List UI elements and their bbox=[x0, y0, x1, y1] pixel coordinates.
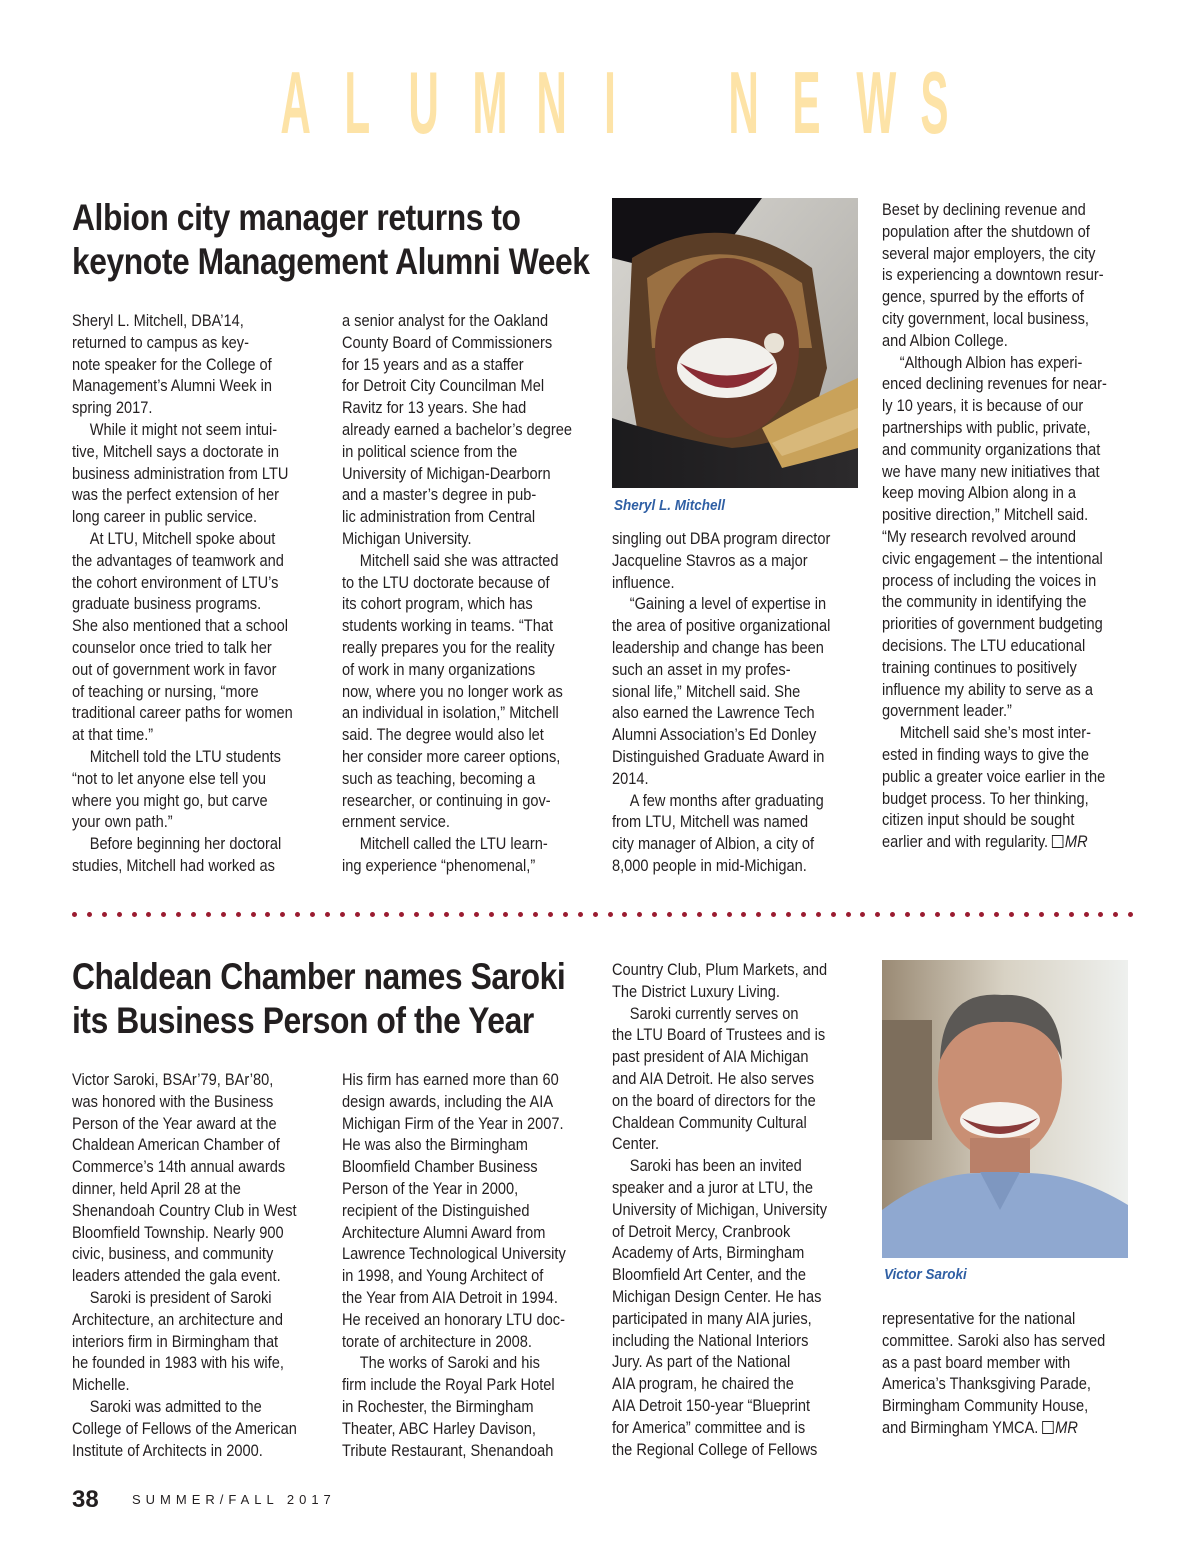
text-line: government leader.” bbox=[882, 702, 1012, 721]
divider-dot bbox=[1098, 912, 1103, 917]
text-line: leadership and change has been bbox=[612, 638, 824, 657]
divider-dot bbox=[206, 912, 211, 917]
text-line: Bloomfield Chamber Business bbox=[342, 1158, 538, 1177]
text-line: influence my ability to serve as a bbox=[882, 680, 1094, 699]
text-line: of Detroit Mercy, Cranbrook bbox=[612, 1222, 791, 1241]
text-line: ly 10 years, it is because of our bbox=[882, 397, 1084, 416]
text-line: your own path.” bbox=[72, 813, 173, 832]
text-line: Institute of Architects in 2000. bbox=[72, 1441, 263, 1460]
masthead-letter: N bbox=[536, 53, 567, 152]
divider-dot bbox=[72, 912, 77, 917]
divider-dot bbox=[578, 912, 583, 917]
divider-dot bbox=[265, 912, 270, 917]
masthead bbox=[270, 53, 950, 152]
masthead-letter: U bbox=[408, 53, 439, 152]
text-line: singling out DBA program director bbox=[612, 530, 831, 548]
text-line: Mitchell told the LTU students bbox=[89, 747, 281, 766]
divider-dot bbox=[384, 912, 389, 917]
text-line: in 1998, and Young Architect of bbox=[342, 1267, 544, 1286]
text-line: Michigan Firm of the Year in 2007. bbox=[342, 1114, 564, 1133]
text-line: Alumni Association’s Ed Donley bbox=[612, 726, 817, 745]
masthead-letter: S bbox=[920, 53, 949, 152]
text-line: “My research revolved around bbox=[882, 527, 1076, 546]
article2-last-line: and Birmingham YMCA. MR bbox=[882, 1418, 1078, 1437]
divider-dot bbox=[875, 912, 880, 917]
divider-dot bbox=[117, 912, 122, 917]
text-line: he founded in 1983 with his wife, bbox=[72, 1354, 284, 1373]
divider-dot bbox=[221, 912, 226, 917]
divider-dot bbox=[741, 912, 746, 917]
text-line: partnerships with public, private, bbox=[882, 418, 1091, 437]
divider-dot bbox=[771, 912, 776, 917]
text-line: Distinguished Graduate Award in bbox=[612, 747, 825, 766]
divider-dot bbox=[518, 912, 523, 917]
text-line: also earned the Lawrence Tech bbox=[612, 704, 815, 723]
text-line: an individual in isolation,” Mitchell bbox=[342, 704, 559, 723]
text-line: several major employers, the city bbox=[882, 244, 1096, 263]
text-line: His firm has earned more than 60 bbox=[342, 1071, 559, 1089]
divider-dot bbox=[176, 912, 181, 917]
text-line: firm include the Royal Park Hotel bbox=[342, 1376, 555, 1395]
text-line: Victor Saroki, BSAr’79, BAr’80, bbox=[72, 1071, 274, 1089]
divider-dot bbox=[979, 912, 984, 917]
text-line: Country Club, Plum Markets, and bbox=[612, 961, 828, 979]
sheryl-mitchell-photo bbox=[612, 198, 858, 488]
text-line: She also mentioned that a school bbox=[72, 617, 288, 636]
divider-dot bbox=[1039, 912, 1044, 917]
text-line: Person of the Year award at the bbox=[72, 1114, 277, 1133]
text-line: At LTU, Mitchell spoke about bbox=[89, 529, 276, 548]
text-line: long career in public service. bbox=[72, 508, 258, 527]
text-line: lic administration from Central bbox=[342, 508, 536, 527]
text-line: Architecture, an architecture and bbox=[72, 1310, 284, 1329]
text-line: its cohort program, which has bbox=[342, 595, 533, 614]
text-line: process of including the voices in bbox=[882, 571, 1097, 590]
text-line: participated in many AIA juries, bbox=[612, 1309, 812, 1328]
divider-dot bbox=[697, 912, 702, 917]
text-line: studies, Mitchell had worked as bbox=[72, 856, 275, 875]
text-line: 8,000 people in mid-Michigan. bbox=[612, 856, 807, 875]
text-line: note speaker for the College of bbox=[72, 355, 272, 374]
text-line: torate of architecture in 2008. bbox=[342, 1332, 532, 1351]
text-line: tive, Mitchell says a doctorate in bbox=[72, 442, 279, 461]
text-line: training continues to positively bbox=[882, 658, 1077, 677]
text-line: students working in teams. “That bbox=[342, 617, 554, 636]
text-line: 2014. bbox=[612, 769, 649, 788]
text-line: “not to let anyone else tell you bbox=[72, 769, 267, 788]
divider-dot bbox=[593, 912, 598, 917]
text-line: was honored with the Business bbox=[72, 1092, 274, 1111]
author-signoff: MR bbox=[1064, 833, 1088, 852]
article2-headline: Chaldean Chamber names Saroki its Business Person of the Year bbox=[72, 956, 566, 1041]
text-line: spring 2017. bbox=[72, 399, 153, 418]
victor-saroki-caption: Victor Saroki bbox=[884, 1266, 967, 1283]
text-line: and a master’s degree in pub- bbox=[342, 486, 537, 505]
divider-dot bbox=[161, 912, 166, 917]
article2-column-4 bbox=[882, 1309, 1105, 1440]
divider-dot bbox=[786, 912, 791, 917]
text-line: such an asset in my profes- bbox=[612, 660, 791, 679]
text-line: While it might not seem intui- bbox=[89, 420, 278, 439]
end-mark-icon bbox=[1042, 1421, 1054, 1434]
divider-dot bbox=[548, 912, 553, 917]
divider-dot bbox=[132, 912, 137, 917]
text-line: Sheryl L. Mitchell, DBA’14, bbox=[72, 312, 244, 330]
text-line: ested in finding ways to give the bbox=[882, 745, 1090, 764]
text-line: AIA program, he chaired the bbox=[612, 1375, 794, 1394]
text-line: the area of positive organizational bbox=[612, 617, 831, 636]
divider-dot bbox=[727, 912, 732, 917]
text-line: gence, spurred by the efforts of bbox=[882, 288, 1084, 307]
article1-headline: Albion city manager returns to keynote Management Alumni Week bbox=[72, 197, 590, 282]
divider-dot bbox=[801, 912, 806, 917]
text-line: already earned a bachelor’s degree bbox=[342, 420, 573, 439]
text-line: counselor once tried to talk her bbox=[72, 638, 272, 657]
text-line: really prepares you for the reality bbox=[342, 638, 555, 657]
text-line: budget process. To her thinking, bbox=[882, 789, 1089, 808]
divider-dot bbox=[87, 912, 92, 917]
article2-column-2 bbox=[342, 1070, 566, 1462]
divider-dot bbox=[355, 912, 360, 917]
divider-dot bbox=[667, 912, 672, 917]
divider-dot bbox=[1084, 912, 1089, 917]
text-line: Theater, ABC Harley Davison, bbox=[342, 1419, 536, 1438]
text-line: Tribute Restaurant, Shenandoah bbox=[342, 1441, 554, 1460]
text-line: Michigan University. bbox=[342, 529, 472, 548]
text-line: the cohort environment of LTU’s bbox=[72, 573, 279, 592]
divider-dot bbox=[1128, 912, 1133, 917]
text-line: Jacqueline Stavros as a major bbox=[612, 551, 808, 570]
divider-dot bbox=[816, 912, 821, 917]
text-line: Chaldean Community Cultural bbox=[612, 1113, 807, 1132]
text-line: city government, local business, bbox=[882, 309, 1089, 328]
text-line: as a past board member with bbox=[882, 1353, 1071, 1372]
divider-dot bbox=[370, 912, 375, 917]
divider-dot bbox=[340, 912, 345, 917]
text-line: influence. bbox=[612, 573, 675, 592]
text-line: The District Luxury Living. bbox=[612, 982, 780, 1001]
text-line: from LTU, Mitchell was named bbox=[612, 813, 809, 832]
divider-dot bbox=[414, 912, 419, 917]
text-line: out of government work in favor bbox=[72, 660, 277, 679]
text-line: dinner, held April 28 at the bbox=[72, 1179, 241, 1198]
text-line: citizen input should be sought bbox=[882, 811, 1075, 830]
text-line: He was also the Birmingham bbox=[342, 1136, 528, 1155]
article1-column-3 bbox=[612, 529, 830, 878]
text-line: Lawrence Technological University bbox=[342, 1245, 566, 1264]
text-line: Saroki was admitted to the bbox=[89, 1397, 262, 1416]
masthead-letter: L bbox=[344, 53, 371, 152]
divider-dot bbox=[965, 912, 970, 917]
divider-dot bbox=[920, 912, 925, 917]
article2-column-1 bbox=[72, 1070, 297, 1462]
divider-dot bbox=[1069, 912, 1074, 917]
end-mark-icon bbox=[1052, 835, 1064, 848]
divider-dot bbox=[935, 912, 940, 917]
divider-dot bbox=[429, 912, 434, 917]
text-line: keep moving Albion along in a bbox=[882, 484, 1077, 503]
divider-dot bbox=[191, 912, 196, 917]
text-line: Saroki has been an invited bbox=[629, 1157, 802, 1176]
text-line: was the perfect extension of her bbox=[72, 486, 279, 505]
text-line: sional life,” Mitchell said. She bbox=[612, 682, 801, 701]
masthead-letter: M bbox=[472, 53, 508, 152]
text-line: city manager of Albion, a city of bbox=[612, 835, 815, 854]
divider-dot bbox=[831, 912, 836, 917]
text-line: committee. Saroki also has served bbox=[882, 1331, 1106, 1350]
divider-dot bbox=[622, 912, 627, 917]
text-line: and AIA Detroit. He also serves bbox=[612, 1069, 815, 1088]
masthead-letter: W bbox=[856, 53, 897, 152]
text-line: recipient of the Distinguished bbox=[342, 1201, 530, 1220]
text-line: speaker and a juror at LTU, the bbox=[612, 1178, 814, 1197]
text-line: we have many new initiatives that bbox=[882, 462, 1100, 481]
text-line: the LTU Board of Trustees and is bbox=[612, 1026, 826, 1045]
divider-dot bbox=[459, 912, 464, 917]
text-line: America’s Thanksgiving Parade, bbox=[882, 1375, 1091, 1394]
issue-label: SUMMER/FALL 2017 bbox=[132, 1492, 336, 1507]
divider-dot bbox=[682, 912, 687, 917]
text-line: the advantages of teamwork and bbox=[72, 551, 284, 570]
text-line: civic engagement – the intentional bbox=[882, 549, 1103, 568]
text-line: University of Michigan-Dearborn bbox=[342, 464, 551, 483]
text-line: ernment service. bbox=[342, 813, 450, 832]
text-line: returned to campus as key- bbox=[72, 333, 249, 352]
divider-dot bbox=[563, 912, 568, 917]
article1-column-1 bbox=[72, 311, 293, 878]
text-line: the Year from AIA Detroit in 1994. bbox=[342, 1288, 558, 1307]
text-line: the Regional College of Fellows bbox=[612, 1440, 818, 1459]
divider-dot bbox=[102, 912, 107, 917]
text-line: now, where you no longer work as bbox=[342, 682, 563, 701]
text-line: traditional career paths for women bbox=[72, 704, 293, 723]
text-line: leaders attended the gala event. bbox=[72, 1267, 281, 1286]
text-line: a senior analyst for the Oakland bbox=[342, 312, 549, 330]
text-line: ing experience “phenomenal,” bbox=[342, 856, 536, 875]
text-line: Saroki currently serves on bbox=[629, 1004, 799, 1023]
text-line: positive direction,” Mitchell said. bbox=[882, 506, 1089, 525]
text-line: enced declining revenues for near- bbox=[882, 375, 1107, 394]
text-line: He received an honorary LTU doc- bbox=[342, 1310, 565, 1329]
text-line: graduate business programs. bbox=[72, 595, 262, 614]
text-line: A few months after graduating bbox=[629, 791, 824, 810]
divider-dot bbox=[295, 912, 300, 917]
text-line: Mitchell said she’s most inter- bbox=[899, 724, 1091, 743]
divider-dot bbox=[712, 912, 717, 917]
text-line: said. The degree would also let bbox=[342, 726, 544, 745]
text-line: for 15 years and as a staffer bbox=[342, 355, 524, 374]
text-line: The works of Saroki and his bbox=[359, 1354, 540, 1373]
text-line: including the National Interiors bbox=[612, 1331, 809, 1350]
masthead-letter: I bbox=[604, 53, 616, 152]
text-line: design awards, including the AIA bbox=[342, 1092, 554, 1111]
text-line: University of Michigan, University bbox=[612, 1200, 828, 1219]
divider-dot bbox=[860, 912, 865, 917]
sheryl-mitchell-caption: Sheryl L. Mitchell bbox=[614, 497, 726, 514]
divider-dot bbox=[652, 912, 657, 917]
text-line: Architecture Alumni Award from bbox=[342, 1223, 546, 1242]
text-line: Mitchell called the LTU learn- bbox=[359, 835, 548, 854]
text-line: and Albion College. bbox=[882, 331, 1008, 350]
text-line: past president of AIA Michigan bbox=[612, 1048, 809, 1067]
text-line: priorities of government budgeting bbox=[882, 615, 1103, 634]
masthead-letter: E bbox=[792, 53, 821, 152]
text-line: Ravitz for 13 years. She had bbox=[342, 399, 527, 418]
text-line: Michelle. bbox=[72, 1376, 130, 1395]
masthead-letter: N bbox=[728, 53, 759, 152]
text-line: public a greater voice earlier in the bbox=[882, 767, 1106, 786]
text-line: Before beginning her doctoral bbox=[89, 835, 282, 854]
text-line: Bloomfield Township. Nearly 900 bbox=[72, 1223, 284, 1242]
text-line: such as teaching, becoming a bbox=[342, 769, 536, 788]
text-line: researcher, or continuing in gov- bbox=[342, 791, 551, 810]
divider-dot bbox=[474, 912, 479, 917]
text-line: and community organizations that bbox=[882, 440, 1101, 459]
text-line: “Although Albion has experi- bbox=[899, 353, 1083, 372]
text-line: business administration from LTU bbox=[72, 464, 289, 483]
divider-dot bbox=[608, 912, 613, 917]
divider-dot bbox=[325, 912, 330, 917]
text-line: College of Fellows of the American bbox=[72, 1419, 297, 1438]
divider-dot bbox=[489, 912, 494, 917]
divider-dot bbox=[146, 912, 151, 917]
article1-column-4 bbox=[882, 200, 1107, 854]
text-line: Shenandoah Country Club in West bbox=[72, 1201, 297, 1220]
text-line: to the LTU doctorate because of bbox=[342, 573, 550, 592]
text-line: of teaching or nursing, “more bbox=[72, 682, 259, 701]
author-signoff: MR bbox=[1055, 1418, 1078, 1437]
article2-column-3 bbox=[612, 960, 827, 1461]
divider-dot bbox=[444, 912, 449, 917]
divider-dot bbox=[890, 912, 895, 917]
divider-dot bbox=[399, 912, 404, 917]
divider-dot bbox=[994, 912, 999, 917]
text-line: Chaldean American Chamber of bbox=[72, 1136, 280, 1155]
divider-dot bbox=[1009, 912, 1014, 917]
text-line: where you might go, but carve bbox=[72, 791, 268, 810]
text-line: on the board of directors for the bbox=[612, 1091, 816, 1110]
text-line: Michigan Design Center. He has bbox=[612, 1287, 822, 1306]
divider-dot bbox=[1024, 912, 1029, 917]
victor-saroki-photo bbox=[882, 960, 1128, 1258]
divider-dot bbox=[1054, 912, 1059, 917]
text-line: Management’s Alumni Week in bbox=[72, 377, 272, 396]
text-line: population after the shutdown of bbox=[882, 222, 1090, 241]
text-line: of work in many organizations bbox=[342, 660, 536, 679]
text-line: Person of the Year in 2000, bbox=[342, 1179, 519, 1198]
article1-column-2 bbox=[342, 311, 572, 878]
divider-dot bbox=[905, 912, 910, 917]
text-line: representative for the national bbox=[882, 1310, 1076, 1328]
text-line: at that time.” bbox=[72, 726, 154, 745]
text-line: interiors firm in Birmingham that bbox=[72, 1332, 279, 1351]
text-line: “Gaining a level of expertise in bbox=[629, 595, 827, 614]
divider-dot bbox=[756, 912, 761, 917]
text-line: County Board of Commissioners bbox=[342, 333, 553, 352]
text-line: her consider more career options, bbox=[342, 747, 561, 766]
text-line: for Detroit City Councilman Mel bbox=[342, 377, 545, 396]
divider-dot bbox=[236, 912, 241, 917]
text-line: the community in identifying the bbox=[882, 593, 1087, 612]
masthead-letter: A bbox=[280, 53, 311, 152]
section-divider bbox=[72, 912, 1134, 920]
text-line: Beset by declining revenue and bbox=[882, 201, 1086, 219]
text-line: Birmingham Community House, bbox=[882, 1397, 1089, 1416]
divider-dot bbox=[533, 912, 538, 917]
text-line: Center. bbox=[612, 1135, 660, 1154]
article1-last-line: earlier and with regularity. MR bbox=[882, 833, 1088, 852]
text-line: Commerce’s 14th annual awards bbox=[72, 1158, 286, 1177]
text-line: Jury. As part of the National bbox=[612, 1353, 791, 1372]
text-line: in political science from the bbox=[342, 442, 518, 461]
divider-dot bbox=[950, 912, 955, 917]
text-line: Academy of Arts, Birmingham bbox=[612, 1244, 805, 1263]
text-line: is experiencing a downtown resur- bbox=[882, 266, 1104, 285]
text-line: decisions. The LTU educational bbox=[882, 636, 1086, 655]
text-line: in Rochester, the Birmingham bbox=[342, 1397, 534, 1416]
text-line: Mitchell said she was attracted bbox=[359, 551, 559, 570]
divider-dot bbox=[503, 912, 508, 917]
divider-dot bbox=[846, 912, 851, 917]
divider-dot bbox=[1113, 912, 1118, 917]
text-line: AIA Detroit 150-year “Blueprint bbox=[612, 1396, 811, 1415]
divider-dot bbox=[310, 912, 315, 917]
page-number: 38 bbox=[72, 1486, 99, 1513]
divider-dot bbox=[637, 912, 642, 917]
divider-dot bbox=[280, 912, 285, 917]
text-line: Saroki is president of Saroki bbox=[89, 1288, 272, 1307]
divider-dot bbox=[251, 912, 256, 917]
text-line: Bloomfield Art Center, and the bbox=[612, 1266, 807, 1285]
text-line: civic, business, and community bbox=[72, 1245, 274, 1264]
text-line: for America” committee and is bbox=[612, 1418, 806, 1437]
